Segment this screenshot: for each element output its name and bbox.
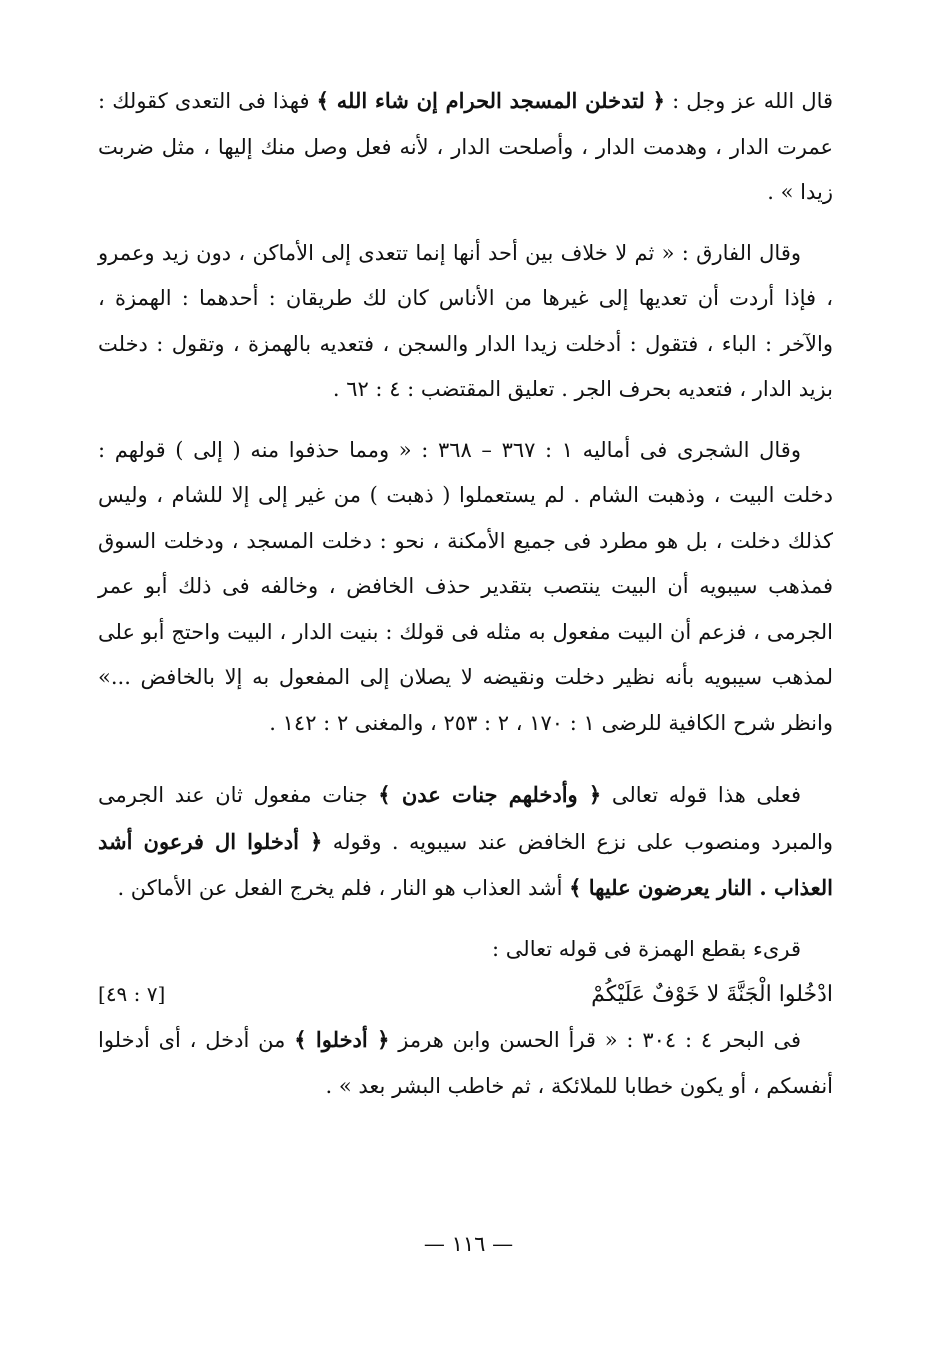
paragraph-5-intro: قرىء بقطع الهمزة فى قوله تعالى : [492,936,801,961]
text-run: من أدخل ، أى أدخلوا أنفسكم ، أو يكون خطابا للملائكة ، ثم خاطب البشر بعد » . [98,1028,833,1098]
paragraph-2: وقال الفارق : « ثم لا خلاف بين أحد أنها إنما تتعدى إلى الأماكن ، دون زيد وعمرو ، فإذا أردت أن تعديها إلى غيرها من الأناس كان لك طريقان : أحدهما : الهمزة ، والآخر : الباء ، فتقول : أدخلت زيدا الدار والسجن ، فتعديه بالهمزة ، وتقول : دخلت بزيد الدار ، فتعديه بحرف الجر . تعليق المقتضب : ٤ : ٦٢ . [98,240,833,401]
paragraph-4 [98,772,833,912]
verse-line [98,972,833,1017]
text-run: فهذا فى التعدى كقولك : عمرت الدار ، وهدمت الدار ، وأصلحت الدار ، لأنه فعل وصل منك إليها ، مثل ضربت زيدا » . [98,89,833,204]
paragraph-1 [98,78,833,216]
paragraph-5-body [98,1017,833,1109]
text-run: فعلى هذا قوله تعالى [601,783,802,807]
verse-text: ادْخُلوا الْجَنَّةَ لا خَوْفٌ عَلَيْكُمْ [591,982,833,1007]
quran-quote: ﴿ أدخلوا ﴾ [294,1027,390,1052]
text-run: قال الله عز وجل : [664,89,834,113]
text-run: جنات مفعول ثان عند الجرمى والمبرد ومنصوب على نزع الخافض عند سيبويه . وقوله [98,783,834,854]
page-number: — ١١٦ — [423,1232,514,1256]
text-run: أشد العذاب هو النار ، فلم يخرج الفعل عن الأماكن . [117,876,570,900]
quran-quote: ﴿ لتدخلن المسجد الحرام إن شاء الله ﴾ [316,88,665,113]
paragraph-3: وقال الشجرى فى أماليه ١ : ٣٦٧ – ٣٦٨ : « ومما حذفوا منه ( إلى ) قولهم : دخلت البيت ، وذهبت الشام . لم يستعملوا ( ذهبت ) من غير إلى إلا للشام ، وليس كذلك دخلت ، بل هو مطرد فى جميع الأمكنة ، نحو : دخلت المسجد ، ودخلت السوق فمذهب سيبويه أن البيت ينتصب بتقدير حذف الخافض ، وخالفه فى ذلك أبو عمر الجرمى ، فزعم أن البيت مفعول به مثله فى قولك : بنيت الدار ، البيت واحتج أبو على لمذهب سيبويه بأنه نظير دخلت ونقيضه لا يصلان إلى المفعول به إلا بالخافض ...» وانظر شرح الكافية للرضى ١ : ١٧٠ ، ٢ : ٢٥٣ ، والمغنى ٢ : ١٤٢ . [98,437,833,735]
quran-quote: ﴿ وأدخلهم جنات عدن ﴾ [378,782,602,807]
verse-reference: [٧ : ٤٩] [98,982,166,1006]
text-run: فى البحر ٤ : ٣٠٤ : « قرأ الحسن وابن هرمز [389,1028,801,1052]
quran-quote: ﴿ أدخلوا ال فرعون أشد العذاب . النار يعرضون عليها ﴾ [98,828,833,900]
